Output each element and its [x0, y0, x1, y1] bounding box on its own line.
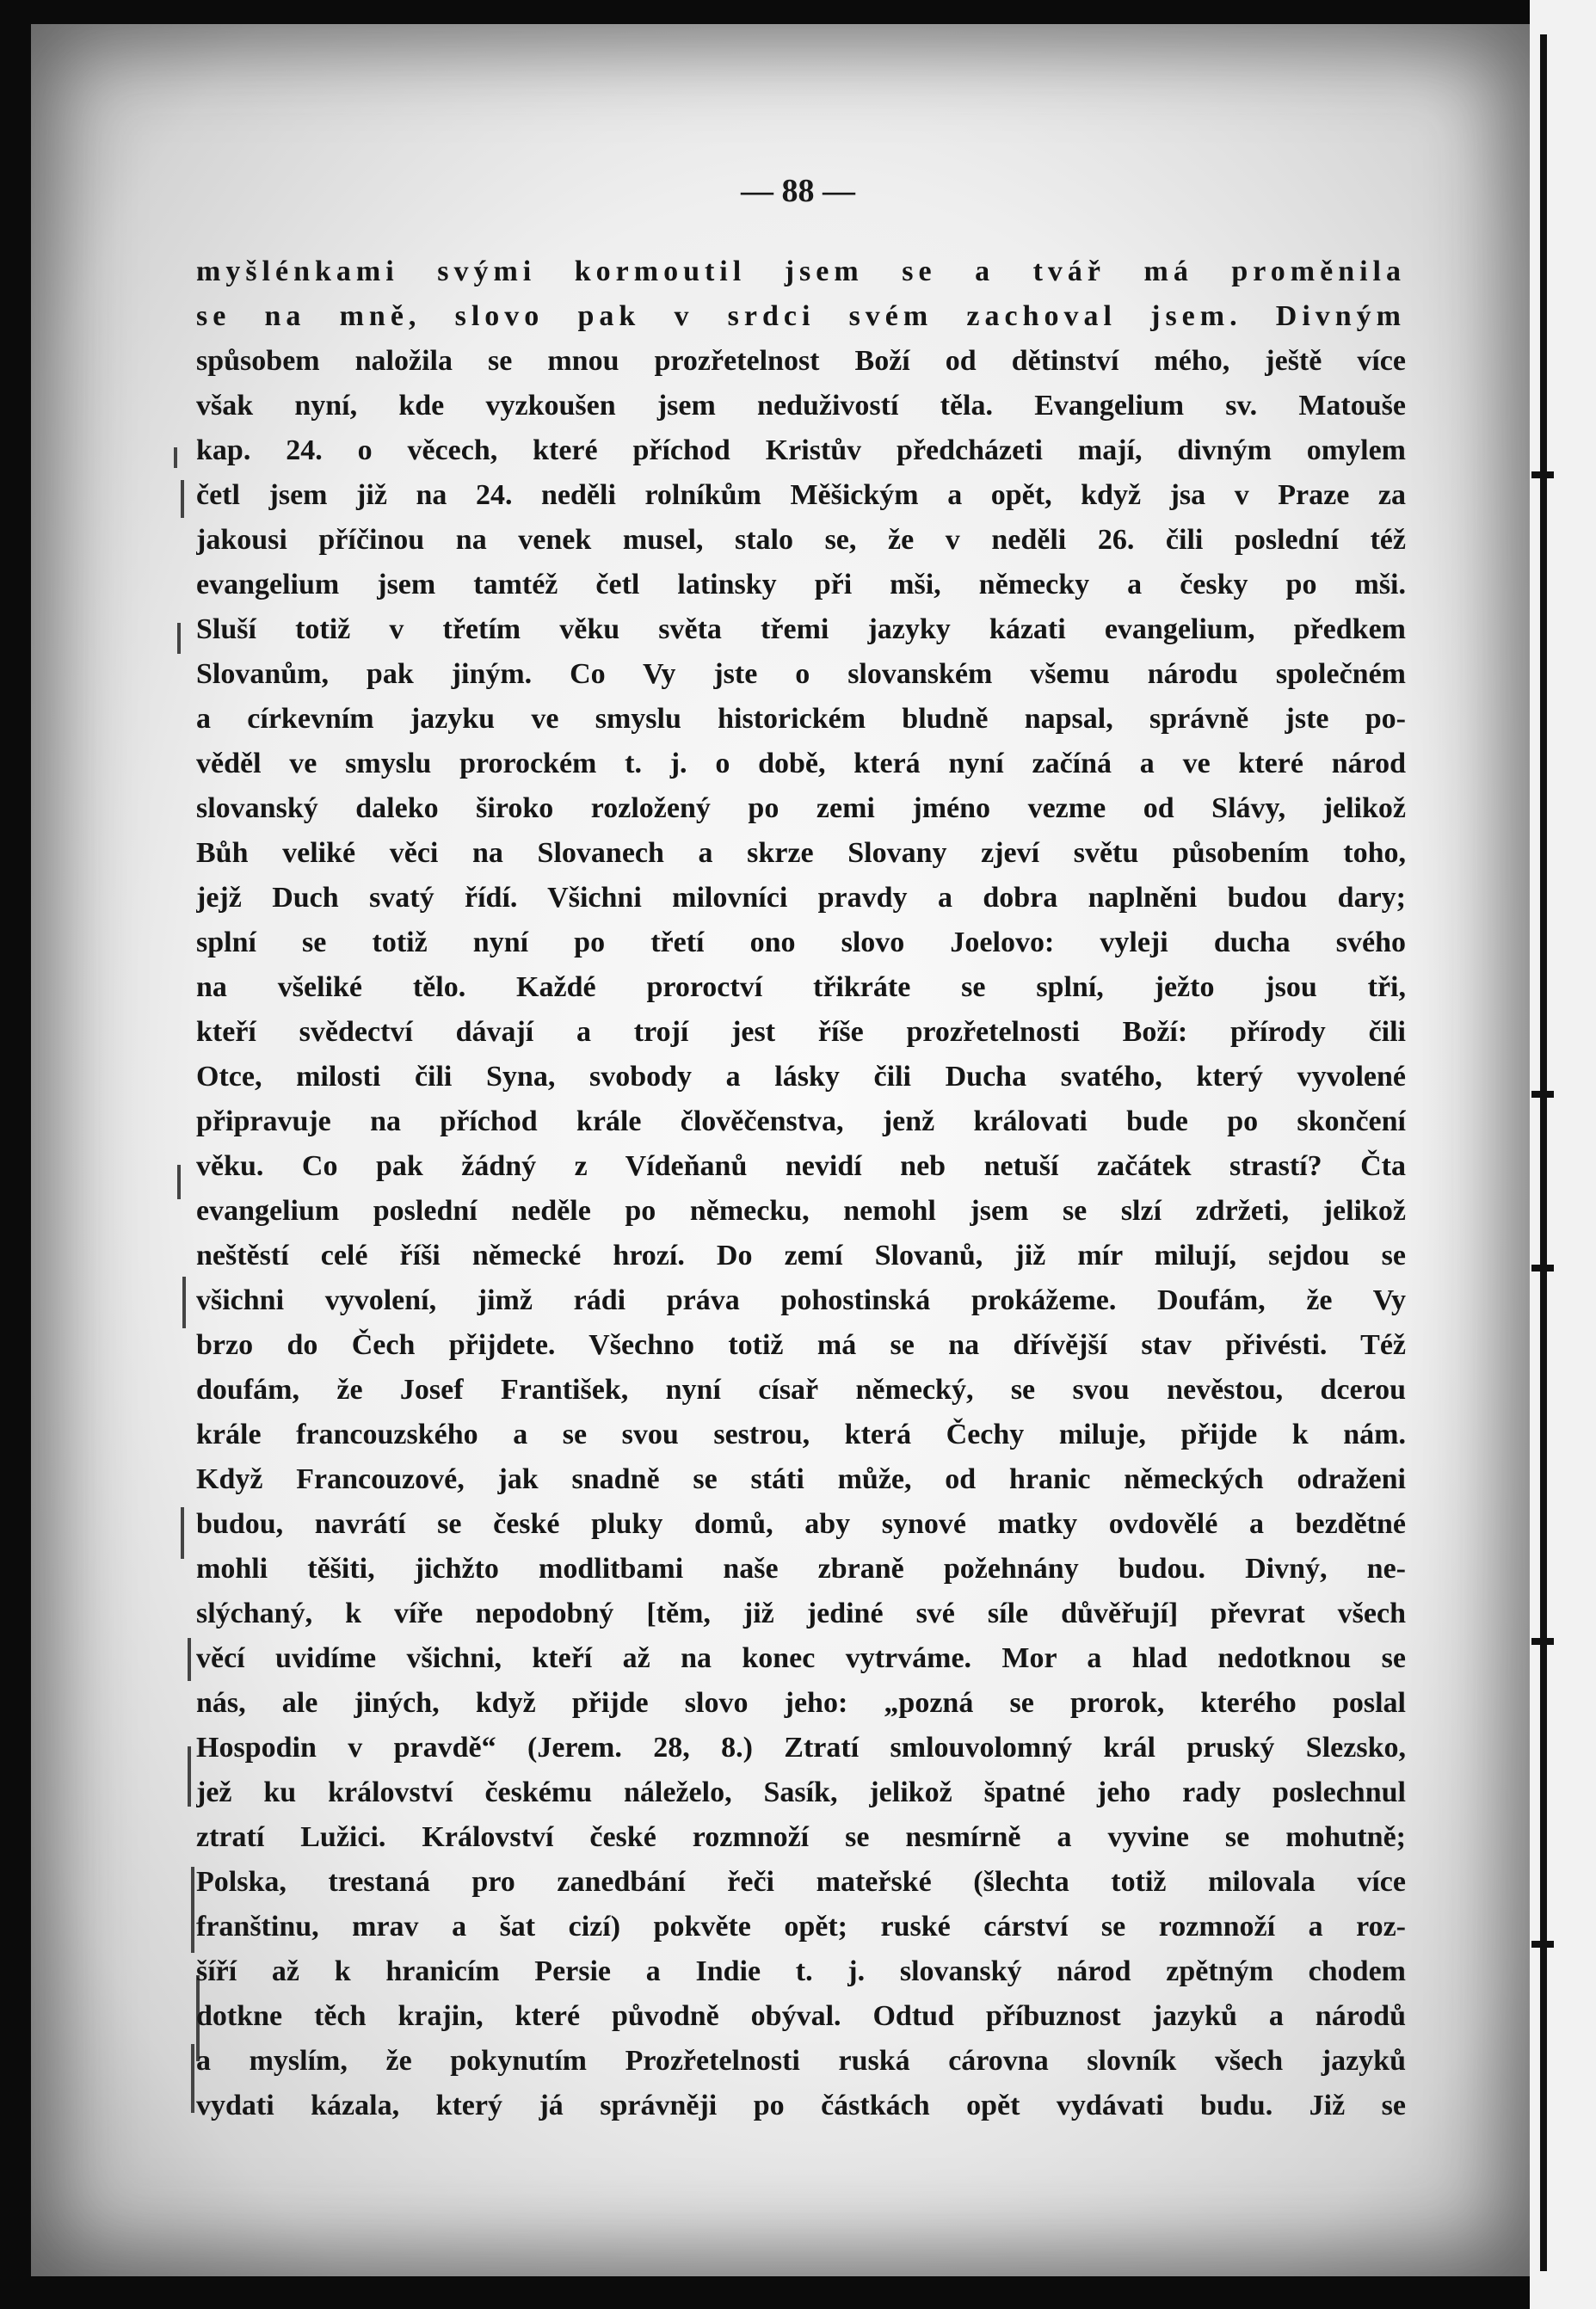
- binding-line: [1540, 34, 1547, 2271]
- text-line: jež ku království českému náleželo, Sasík, jelikož špatné jeho rady poslechnul: [196, 1776, 1406, 1808]
- text-line: vydati kázala, který já správněji po částkách opět vydávati budu. Již se: [196, 2090, 1406, 2121]
- margin-pencil-mark: [177, 623, 181, 654]
- margin-pencil-mark: [181, 480, 184, 518]
- text-line: budou, navrátí se české pluky domů, aby synové matky ovdovělé a bezdětné: [196, 1508, 1406, 1540]
- text-line: nás, ale jiných, když přijde slovo jeho: „pozná se prorok, kterého poslal: [196, 1687, 1406, 1719]
- text-line: neštěstí celé říši německé hrozí. Do zemí Slovanů, již mír milují, sejdou se: [196, 1240, 1406, 1271]
- text-line: jejž Duch svatý řídí. Všichni milovníci pravdy a dobra naplněni budou dary;: [196, 882, 1406, 914]
- text-line: krále francouzského a se svou sestrou, která Čechy miluje, přijde k nám.: [196, 1419, 1406, 1450]
- text-line: brzo do Čech přijdete. Všechno totiž má se na dřívější stav přivésti. Též: [196, 1329, 1406, 1361]
- margin-pencil-mark: [174, 447, 177, 468]
- margin-pencil-mark: [182, 1277, 186, 1328]
- text-line: Sluší totiž v třetím věku světa třemi jazyky kázati evangelium, předkem: [196, 613, 1406, 645]
- text-line: slýchaný, k víře nepodobný [těm, již jediné své síle důvěřují] převrat všech: [196, 1598, 1406, 1629]
- text-line: spůsobem naložila se mnou prozřetelnost Boží od dětinství mého, ještě více: [196, 345, 1406, 377]
- text-line: Bůh veliké věci na Slovanech a skrze Slovany zjeví světu působením toho,: [196, 837, 1406, 869]
- text-line: všichni vyvolení, jimž rádi práva pohostinská prokážeme. Doufám, že Vy: [196, 1284, 1406, 1316]
- margin-pencil-mark: [188, 1638, 191, 1681]
- text-line: a církevním jazyku ve smyslu historickém bludně napsal, správně jste po-: [196, 703, 1406, 735]
- text-line: věku. Co pak žádný z Vídeňanů nevidí neb netuší začátek strastí? Čta: [196, 1150, 1406, 1182]
- text-line: franštinu, mrav a šat cizí) pokvěte opět; ruské cárství se rozmnoží a roz-: [196, 1911, 1406, 1943]
- text-line: jakousi příčinou na venek musel, stalo se, že v neděli 26. čili poslední též: [196, 524, 1406, 556]
- text-line: připravuje na příchod krále člověčenstva, jenž královati bude po skončení: [196, 1105, 1406, 1137]
- text-line: mohli těšiti, jichžto modlitbami naše zbraně požehnány budou. Divný, ne-: [196, 1553, 1406, 1585]
- text-line: Otce, milosti čili Syna, svobody a lásky čili Ducha svatého, který vyvolené: [196, 1061, 1406, 1093]
- text-line: a myslím, že pokynutím Prozřetelnosti ruská cárovna slovník všech jazyků: [196, 2045, 1406, 2077]
- margin-pencil-mark: [181, 1507, 184, 1559]
- binding-mark: [1531, 1265, 1554, 1271]
- text-line: šíří až k hranicím Persie a Indie t. j. slovanský národ zpětným chodem: [196, 1955, 1406, 1987]
- margin-pencil-mark: [191, 1867, 194, 1953]
- text-line: splní se totiž nyní po třetí ono slovo Joelovo: vyleji ducha svého: [196, 927, 1406, 958]
- margin-pencil-mark: [191, 2044, 194, 2113]
- binding-mark: [1531, 1091, 1554, 1098]
- binding-mark: [1531, 1638, 1554, 1645]
- text-line: Slovanům, pak jiným. Co Vy jste o slovanském všemu národu společném: [196, 658, 1406, 690]
- text-line: dotkne těch krajin, které původně obýval. Odtud příbuznost jazyků a národů: [196, 2000, 1406, 2032]
- text-line: evangelium jsem tamtéž četl latinsky při mši, německy a česky po mši.: [196, 569, 1406, 600]
- text-line: myšlénkami svými kormoutil jsem se a tvář má proměnila: [196, 256, 1406, 287]
- text-line: četl jsem již na 24. neděli rolníkům Měšickým a opět, když jsa v Praze za: [196, 479, 1406, 511]
- text-line: slovanský daleko široko rozložený po zemi jméno vezme od Slávy, jelikož: [196, 792, 1406, 824]
- binding-mark: [1531, 471, 1554, 478]
- text-line: na všeliké tělo. Každé proroctví třikráte se splní, ježto jsou tři,: [196, 971, 1406, 1003]
- body-text: [196, 249, 1406, 2128]
- text-line: věděl ve smyslu prorockém t. j. o době, která nyní začíná a ve které národ: [196, 748, 1406, 779]
- text-line: Když Francouzové, jak snadně se státi může, od hranic německých odraženi: [196, 1463, 1406, 1495]
- text-line: kteří svědectví dávají a trojí jest říše prozřetelnosti Boží: přírody čili: [196, 1016, 1406, 1048]
- binding-mark: [1531, 1941, 1554, 1948]
- margin-pencil-mark: [177, 1165, 181, 1199]
- text-line: Hospodin v pravdě“ (Jerem. 28, 8.) Ztratí smlouvolomný král pruský Slezsko,: [196, 1732, 1406, 1764]
- text-line: kap. 24. o věcech, které příchod Kristův předcházeti mají, divným omylem: [196, 434, 1406, 466]
- text-line: však nyní, kde vyzkoušen jsem neduživostí těla. Evangelium sv. Matouše: [196, 390, 1406, 422]
- text-line: se na mně, slovo pak v srdci svém zachoval jsem. Divným: [196, 300, 1406, 332]
- text-line: ztratí Lužici. Království české rozmnoží se nesmírně a vyvine se mohutně;: [196, 1821, 1406, 1853]
- text-line: Polska, trestaná pro zanedbání řeči mateřské (šlechta totiž milovala více: [196, 1866, 1406, 1898]
- margin-pencil-mark: [188, 1746, 191, 1807]
- page-number: — 88 —: [741, 173, 855, 209]
- text-line: doufám, že Josef František, nyní císař německý, se svou nevěstou, dcerou: [196, 1374, 1406, 1406]
- text-line: věcí uvidíme všichni, kteří až na konec vytrváme. Mor a hlad nedotknou se: [196, 1642, 1406, 1674]
- text-line: evangelium poslední neděle po německu, nemohl jsem se slzí zdržeti, jelikož: [196, 1195, 1406, 1227]
